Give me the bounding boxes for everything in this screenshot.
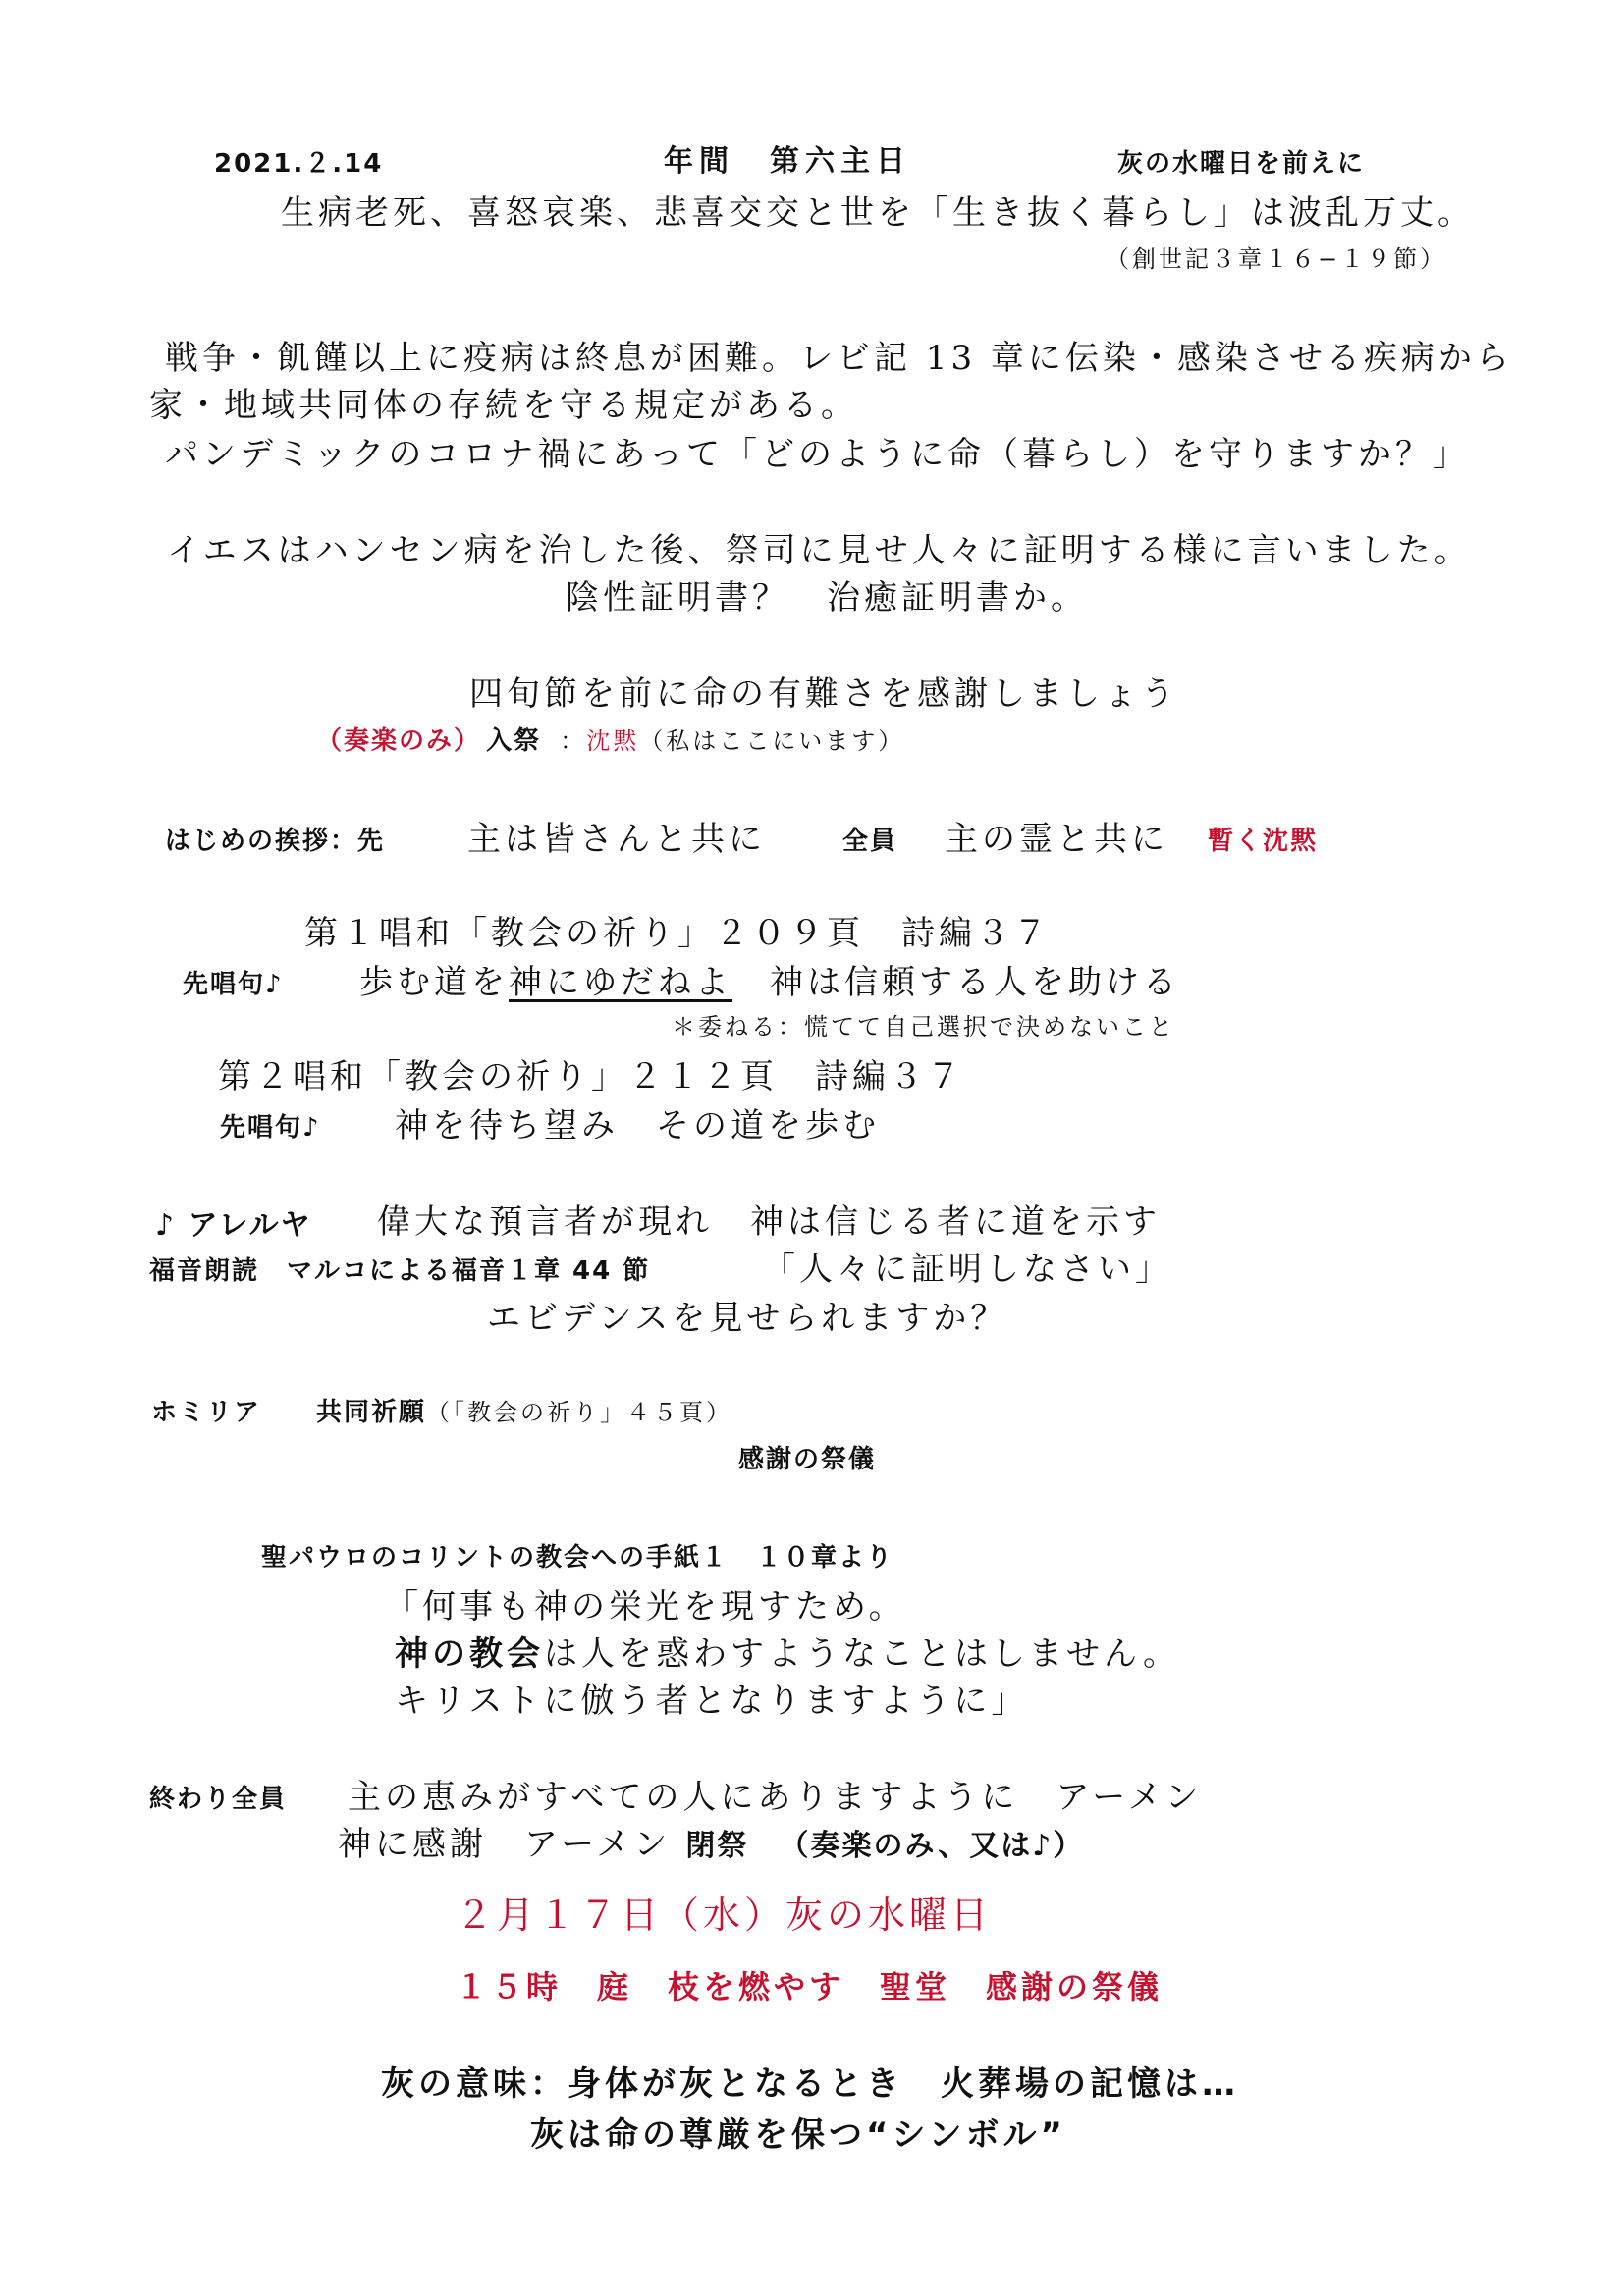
reading-church: 神の教会 <box>395 1634 544 1674</box>
gospel-question: エビデンスを見せられますか？ <box>487 1299 1008 1338</box>
chant2-antiphon: 神を待ち望み その道を歩む <box>395 1106 880 1146</box>
greeting-silence: 暫く沈黙 <box>1208 827 1319 856</box>
entrance-colon: ： <box>560 727 587 755</box>
entrance-song: （私はここにいます） <box>639 727 905 755</box>
ash-meaning-1: 灰の意味：身体が灰となるとき 火葬場の記憶は… <box>381 2064 1239 2104</box>
closing-music: （奏楽のみ、又は♪） <box>779 1829 1085 1863</box>
entrance-label: 入祭 <box>486 726 542 756</box>
reading-line2 <box>395 1634 1181 1674</box>
chant1-antiphon-label: 先唱句♪ <box>183 970 284 999</box>
reading-line2-rest: は人を惑わすようなことはしません。 <box>544 1634 1181 1674</box>
ash-schedule: １５時 庭 枝を燃やす 聖堂 感謝の祭儀 <box>456 1968 1164 2005</box>
reading-line1: 「何事も神の栄光を現すため。 <box>385 1587 906 1627</box>
ash-meaning-2: 灰は命の尊厳を保つ“シンボル” <box>530 2115 1066 2155</box>
chant2-antiphon-label: 先唱句♪ <box>220 1113 321 1143</box>
closing-line2 <box>338 1825 1085 1864</box>
chant1-note: ＊委ねる：慌てて自己選択で決めないこと <box>672 1013 1175 1041</box>
alleluia-label: ♪ アレルヤ <box>155 1208 312 1243</box>
homily-line <box>151 1400 732 1425</box>
intro-reference: （創世記３章１６−１９節） <box>1106 245 1447 273</box>
para1-line1: 戦争・飢饉以上に疫病は終息が困難。レビ記 13 章に伝染・感染させる疾病から <box>165 339 1513 378</box>
chant2-line: 第２唱和「教会の祈り」２１２頁 詩編３７ <box>218 1057 964 1096</box>
homily-label: ホミリア 共同祈願 <box>151 1398 427 1427</box>
alleluia-text: 偉大な預言者が現れ 神は信じる者に道を示す <box>377 1202 1161 1242</box>
closing-text: 主の恵みがすべての人にありますように アーメン <box>348 1778 1203 1817</box>
reading-title: 聖パウロのコリントの教会への手紙１ １０章より <box>261 1543 894 1573</box>
closing-recess: 閉祭 <box>685 1829 749 1863</box>
intro-line: 生病老死、喜怒哀楽、悲喜交交と世を「生き抜く暮らし」は波乱万丈。 <box>281 193 1475 233</box>
gospel-label: 福音朗読 マルコによる福音１章 44 節 <box>149 1256 651 1286</box>
chant1-antiphon <box>359 963 1180 1002</box>
closing-thanks: 神に感謝 アーメン <box>338 1825 672 1864</box>
chant1-antiphon-a: 歩む道を <box>359 963 509 1002</box>
eucharist-heading: 感謝の祭儀 <box>738 1445 877 1474</box>
chant1-antiphon-b: 神は信頼する人を助ける <box>732 963 1180 1002</box>
bulletin-date: 2021.２.14 <box>214 149 384 179</box>
para1-line3: パンデミックのコロナ禍にあって「どのように命（暮らし）を守りますか？」 <box>165 435 1470 474</box>
entrance-silence: 沈黙 <box>586 727 640 755</box>
para1-line2: 家・地域共同体の存続を守る規定がある。 <box>149 386 858 425</box>
para2-line2: 陰性証明書？ 治癒証明書か。 <box>566 578 1088 617</box>
bulletin-subtitle: 灰の水曜日を前えに <box>1117 149 1366 179</box>
chant1-line: 第１唱和「教会の祈り」２０９頁 詩編３７ <box>304 914 1051 953</box>
greeting-label: はじめの挨拶：先 <box>165 827 386 856</box>
lent-line: 四旬節を前に命の有難さを感謝しましょう <box>469 674 1178 714</box>
chant1-antiphon-underlined: 神にゆだねよ <box>509 963 732 1002</box>
para2-line1: イエスはハンセン病を治した後、祭司に見せ人々に証明する様に言いました。 <box>167 531 1472 570</box>
greeting-all-label: 全員 <box>842 827 898 856</box>
bulletin-title: 年間 第六主日 <box>664 144 911 179</box>
greeting-response: 主の霊と共に <box>945 820 1168 859</box>
gospel-quote: 「人々に証明しなさい」 <box>762 1250 1172 1289</box>
homily-ref: （「教会の祈り」４５頁） <box>426 1399 733 1426</box>
ash-date: ２月１７日（水）灰の水曜日 <box>456 1894 993 1937</box>
greeting-priest: 主は皆さんと共に <box>467 820 766 859</box>
closing-label: 終わり全員 <box>149 1785 288 1814</box>
entrance-line <box>316 728 904 754</box>
reading-line3: キリストに倣う者となりますように」 <box>395 1682 1029 1721</box>
entrance-music: （奏楽のみ） <box>316 726 482 756</box>
